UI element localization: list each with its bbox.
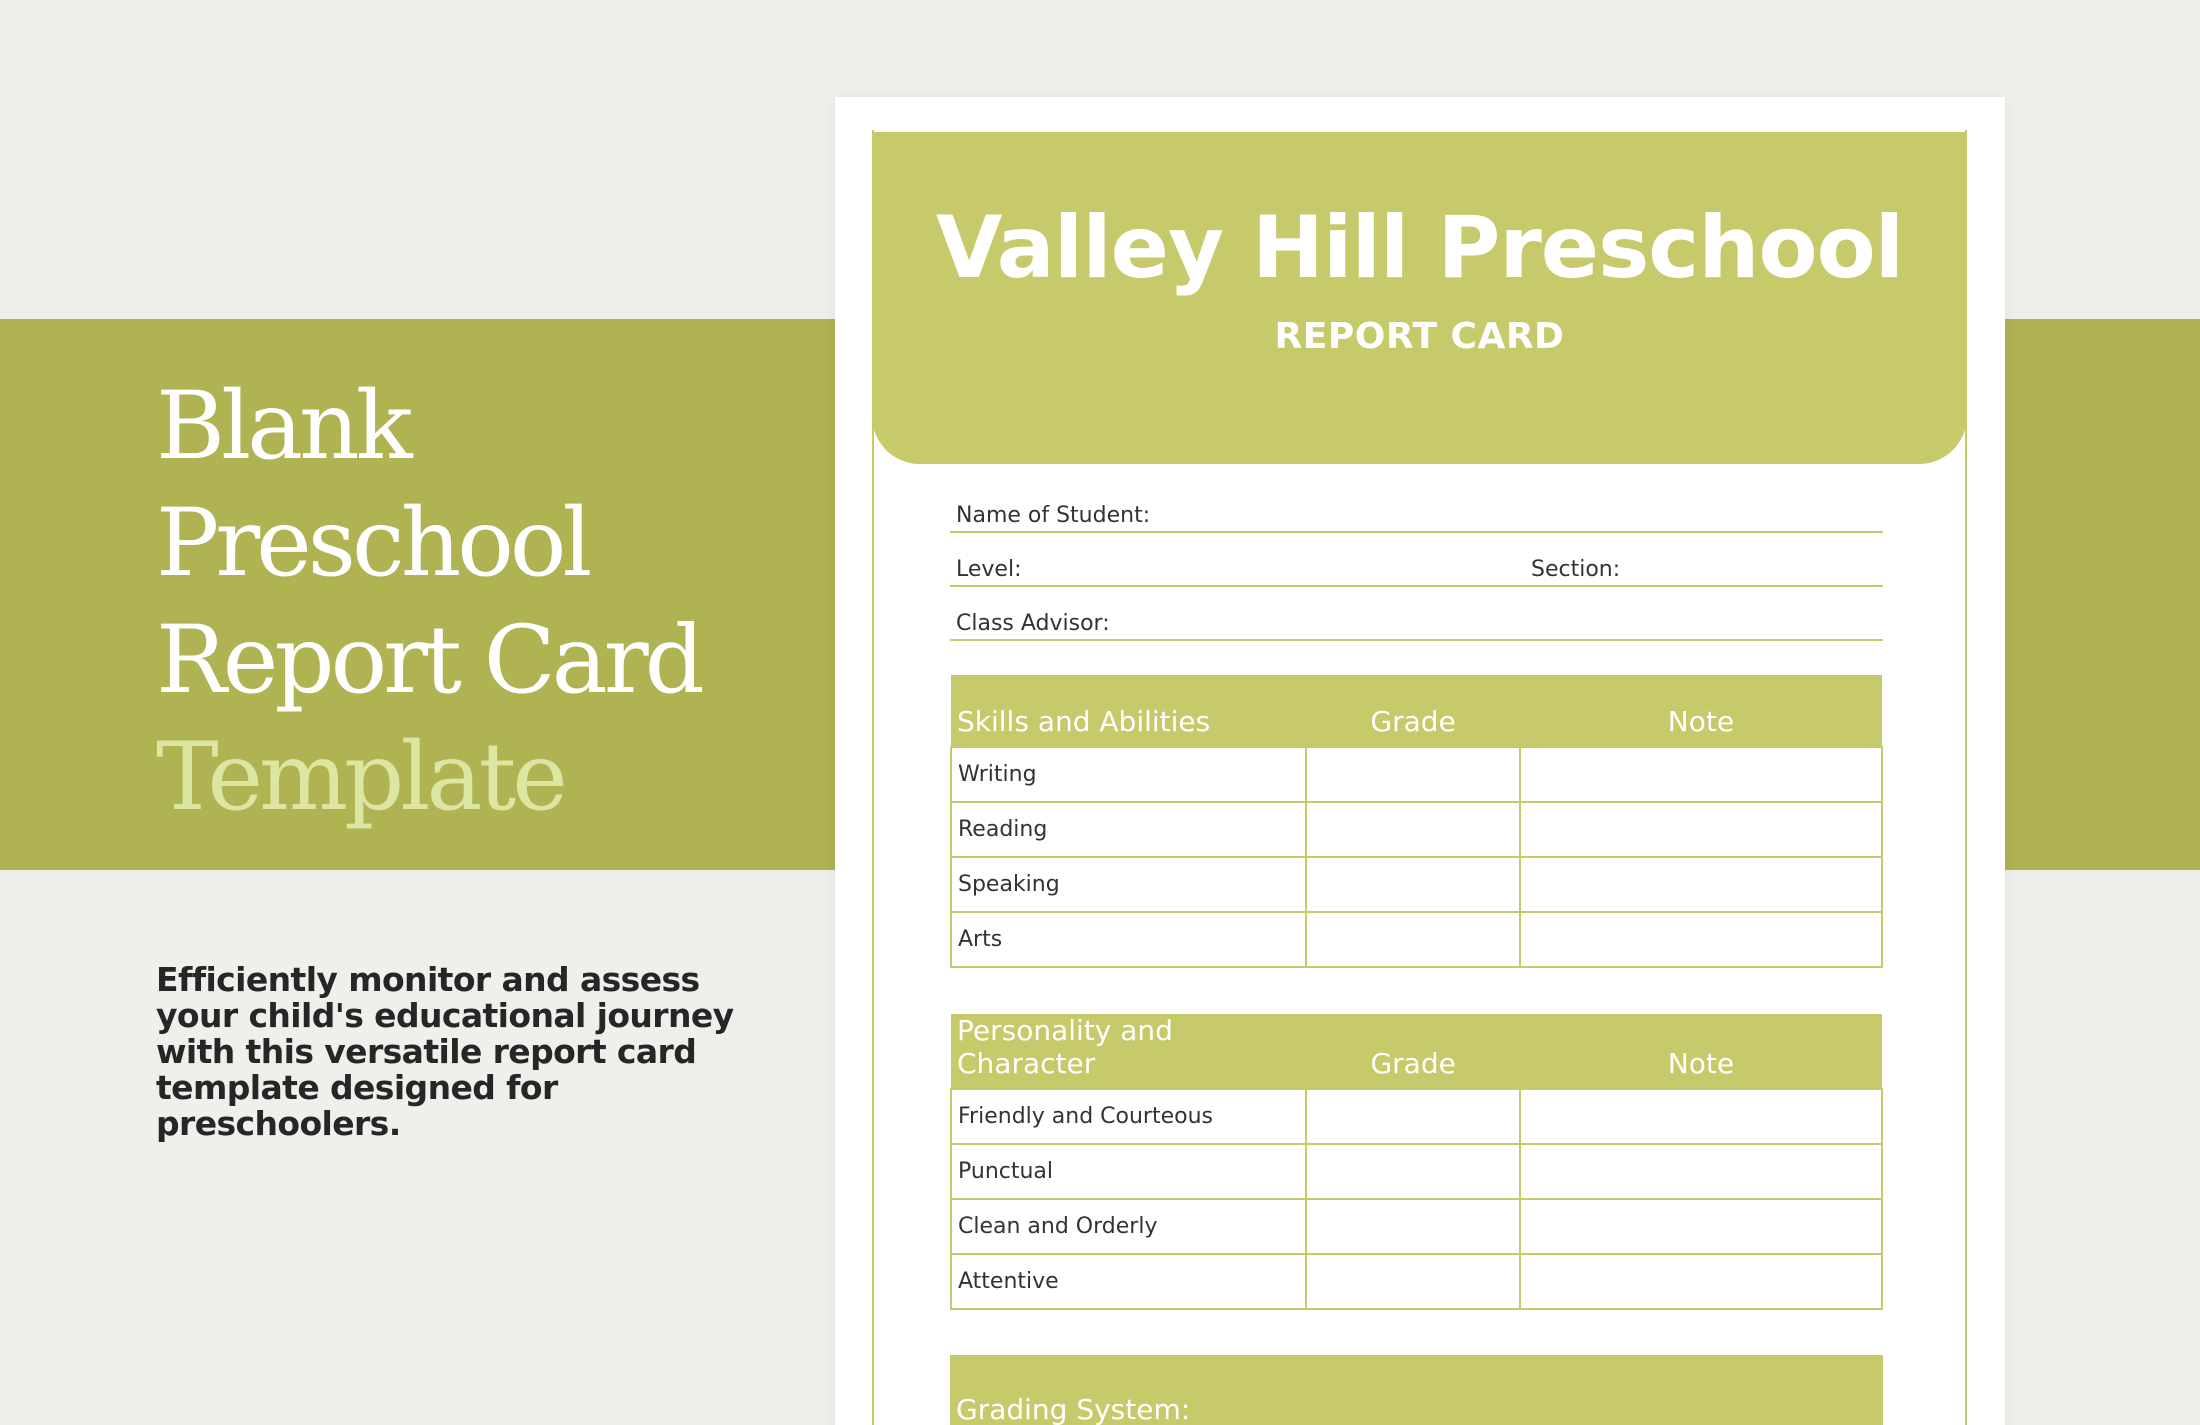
grade-cell: [1306, 857, 1520, 912]
table-row: [951, 1199, 1882, 1254]
grade-cell: [1306, 1144, 1520, 1199]
note-header: Note: [1520, 675, 1882, 747]
table-row: [951, 857, 1882, 912]
personality-header-row: [951, 1014, 1882, 1089]
table-row: [951, 912, 1882, 967]
card-subtitle: REPORT CARD: [1274, 316, 1565, 357]
level-section-field: [950, 533, 1883, 587]
headline-line-2: Preschool: [156, 489, 589, 598]
skills-header: Skills and Abilities: [951, 675, 1306, 747]
note-cell: [1520, 1089, 1882, 1144]
note-cell: [1520, 802, 1882, 857]
student-info: [950, 479, 1883, 641]
grade-cell: [1306, 1199, 1520, 1254]
report-card-document: [835, 97, 2005, 1425]
level-label: Level:: [956, 557, 1022, 582]
class-advisor-label: Class Advisor:: [956, 611, 1110, 636]
grade-cell: [1306, 747, 1520, 802]
grade-header: Grade: [1306, 675, 1520, 747]
note-cell: [1520, 912, 1882, 967]
promo-headline: [156, 368, 701, 836]
grading-system-header: Grading System:: [950, 1355, 1883, 1425]
table-row: [951, 1089, 1882, 1144]
personality-table: [950, 1014, 1883, 1310]
skill-name: Writing: [951, 747, 1306, 802]
personality-header: Personality and Character: [951, 1014, 1306, 1089]
grade-cell: [1306, 1089, 1520, 1144]
skills-header-row: [951, 675, 1882, 747]
card-header: [872, 132, 1967, 464]
grade-cell: [1306, 802, 1520, 857]
section-label: Section:: [1531, 557, 1621, 582]
table-row: [951, 747, 1882, 802]
class-advisor-field: [950, 587, 1883, 641]
skill-name: Reading: [951, 802, 1306, 857]
promo-description: Efficiently monitor and assess your child's educational journey with this versatile report card template designed for preschoolers.: [156, 960, 734, 1143]
trait-name: Friendly and Courteous: [951, 1089, 1306, 1144]
table-row: [951, 802, 1882, 857]
school-name: Valley Hill Preschool: [935, 198, 1904, 298]
headline-line-1: Blank: [156, 372, 409, 481]
note-cell: [1520, 747, 1882, 802]
note-header: Note: [1520, 1014, 1882, 1089]
skill-name: Speaking: [951, 857, 1306, 912]
grade-header: Grade: [1306, 1014, 1520, 1089]
skill-name: Arts: [951, 912, 1306, 967]
table-row: [951, 1254, 1882, 1309]
trait-name: Punctual: [951, 1144, 1306, 1199]
student-name-field: [950, 479, 1883, 533]
note-cell: [1520, 1254, 1882, 1309]
table-row: [951, 1144, 1882, 1199]
note-cell: [1520, 1144, 1882, 1199]
grade-cell: [1306, 1254, 1520, 1309]
trait-name: Attentive: [951, 1254, 1306, 1309]
skills-table: [950, 675, 1883, 968]
note-cell: [1520, 857, 1882, 912]
headline-accent: Template: [156, 723, 564, 832]
trait-name: Clean and Orderly: [951, 1199, 1306, 1254]
headline-line-3: Report Card: [156, 606, 701, 715]
student-name-label: Name of Student:: [956, 503, 1151, 528]
grade-cell: [1306, 912, 1520, 967]
note-cell: [1520, 1199, 1882, 1254]
